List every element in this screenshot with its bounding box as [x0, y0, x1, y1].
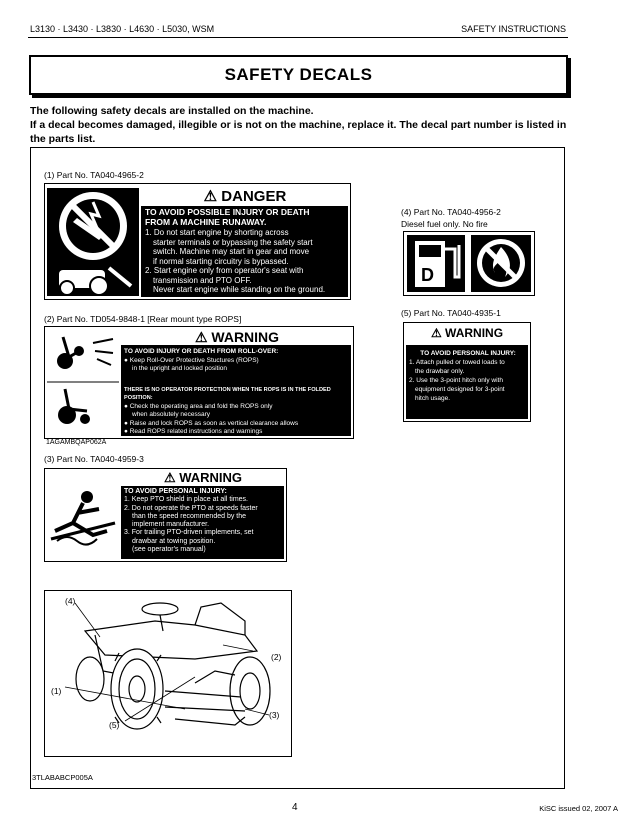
decal2-s2c: ● Raise and lock ROPS as soon as vertical clearance allows: [124, 419, 299, 427]
decal2-s1b: in the upright and locked position: [132, 365, 228, 372]
decal5-warning: [403, 322, 531, 422]
rops-tractor-icon: [47, 329, 119, 435]
decal5-heading: WARNING: [445, 326, 504, 340]
decal3-heading-row: [123, 470, 283, 486]
decal5-line1a: 1. Attach pulled or towed loads to: [409, 359, 505, 366]
decal5-line2c: hitch usage.: [415, 395, 451, 402]
callout-2: (2): [271, 652, 282, 662]
decal3-line2b: than the speed recommended by the: [132, 512, 247, 520]
decal1-caption: (1) Part No. TA040-4965-2: [44, 170, 144, 180]
decal5-line1b: the drawbar only.: [415, 368, 465, 375]
decal3-line1: 1. Keep PTO shield in place at all times.: [124, 496, 248, 504]
no-shorting-icon: [47, 188, 139, 296]
decal3-line3a: 3. For trailing PTO-driven implements, set: [124, 529, 254, 537]
decal1-item2a: 2. Start engine only from operator's seat with: [145, 266, 304, 275]
decal1-item1d: if normal starting circuitry is bypassed.: [153, 256, 289, 266]
callout-1: (1): [51, 686, 62, 696]
decal3-line0: TO AVOID PERSONAL INJURY:: [124, 488, 227, 495]
decal2-s2a: ● Check the operating area and fold the ROPS only: [124, 402, 273, 410]
decal2-caption: (2) Part No. TD054-9848-1 [Rear mount type ROPS]: [44, 314, 242, 324]
decal1-text-block: [141, 206, 348, 297]
svg-text:D: D: [421, 265, 434, 285]
decal3-text-block: [121, 486, 284, 559]
decal4-caption-2: Diesel fuel only. No fire: [401, 219, 488, 229]
decal2-s1: TO AVOID INJURY OR DEATH FROM ROLL-OVER:: [124, 348, 279, 355]
warning-triangle-icon: ⚠: [163, 470, 176, 485]
decal1-danger: [44, 183, 351, 300]
decal3-line2c: implement manufacturer.: [132, 521, 210, 529]
decal1-item1b: starter terminals or bypassing the safety start: [153, 237, 313, 247]
decal1-item2b: transmission and PTO OFF.: [153, 275, 252, 285]
warning-triangle-icon: ⚠: [203, 188, 218, 205]
decal4-caption: (4) Part No. TA040-4956-2: [401, 207, 501, 217]
decal5-line0: TO AVOID PERSONAL INJURY:: [420, 350, 516, 357]
pto-entanglement-icon: [47, 483, 119, 553]
header-model-list: L3130 · L3430 · L3830 · L4630 · L5030, WSM: [30, 24, 215, 34]
decal3-line2a: 2. Do not operate the PTO at speeds faster: [124, 504, 258, 512]
callout-4: (4): [65, 596, 76, 606]
issue-info: KiSC issued 02, 2007 A: [539, 804, 618, 813]
decal3-warning: [44, 468, 287, 562]
decal2-s1a: ● Keep Roll-Over Protective Stuctures (ROPS): [124, 356, 259, 364]
decal2-s2d: ● Read ROPS related instructions and warnings: [124, 428, 263, 435]
warning-triangle-icon: ⚠: [430, 326, 442, 340]
decal4-fuel: [403, 231, 535, 296]
decal1-line1: TO AVOID POSSIBLE INJURY OR DEATH: [145, 207, 310, 217]
decal3-line3b: drawbar at towing position.: [132, 537, 216, 545]
decal1-heading: DANGER: [221, 188, 287, 205]
decal3-heading: WARNING: [179, 470, 243, 485]
decal1-item2c: Never start engine while standing on the ground.: [153, 285, 326, 294]
decal2-code: 1AGAMBQAP062A: [46, 439, 107, 446]
decal2-text-block: [121, 345, 351, 436]
warning-triangle-icon: ⚠: [194, 329, 208, 345]
header-section-title: SAFETY INSTRUCTIONS: [461, 24, 566, 34]
intro-line-1: The following safety decals are installed on the machine.: [30, 105, 314, 117]
decal1-heading-row: [143, 187, 347, 203]
decal5-caption: (5) Part No. TA040-4935-1: [401, 308, 501, 318]
diesel-fuel-icon: [407, 235, 531, 292]
decal2-s2: THERE IS NO OPERATOR PROTECTION WHEN THE ROPS IS IN THE FOLDED POSITION:: [124, 386, 331, 401]
decal3-line3c: (see operator's manual): [132, 546, 206, 554]
figure-code: 3TLABABCP005A: [32, 773, 93, 782]
tractor-illustration: [45, 591, 291, 756]
page-number: 4: [292, 802, 298, 813]
callout-3: (3): [269, 710, 280, 720]
intro-text: [30, 104, 570, 146]
decal5-line2a: 2. Use the 3-point hitch only with: [409, 377, 503, 384]
decal2-heading: WARNING: [211, 329, 280, 345]
page-title-box: [29, 55, 568, 95]
decal2-heading-row: [123, 329, 351, 346]
callout-5: (5): [109, 720, 120, 730]
decal1-item1c: switch. Machine may start in gear and move: [153, 247, 310, 256]
decal-location-figure: [44, 590, 292, 757]
decal2-warning: [44, 326, 354, 439]
decal1-item1a: 1. Do not start engine by shorting across: [145, 228, 289, 237]
decal2-s2b: when absolutely necessary: [132, 411, 211, 418]
decal5-text-block: [406, 345, 528, 419]
decal5-heading-row: [404, 326, 530, 340]
intro-line-2: If a decal becomes damaged, illegible or is not on the machine, replace it. The decal part number is listed in the parts list.: [30, 119, 567, 145]
decal3-caption: (3) Part No. TA040-4959-3: [44, 454, 144, 464]
header-rule: [28, 37, 568, 38]
decal1-line2: FROM A MACHINE RUNAWAY.: [145, 216, 267, 227]
page-title: SAFETY DECALS: [224, 65, 373, 84]
decal5-line2b: equipment designed for 3-point: [415, 386, 505, 393]
